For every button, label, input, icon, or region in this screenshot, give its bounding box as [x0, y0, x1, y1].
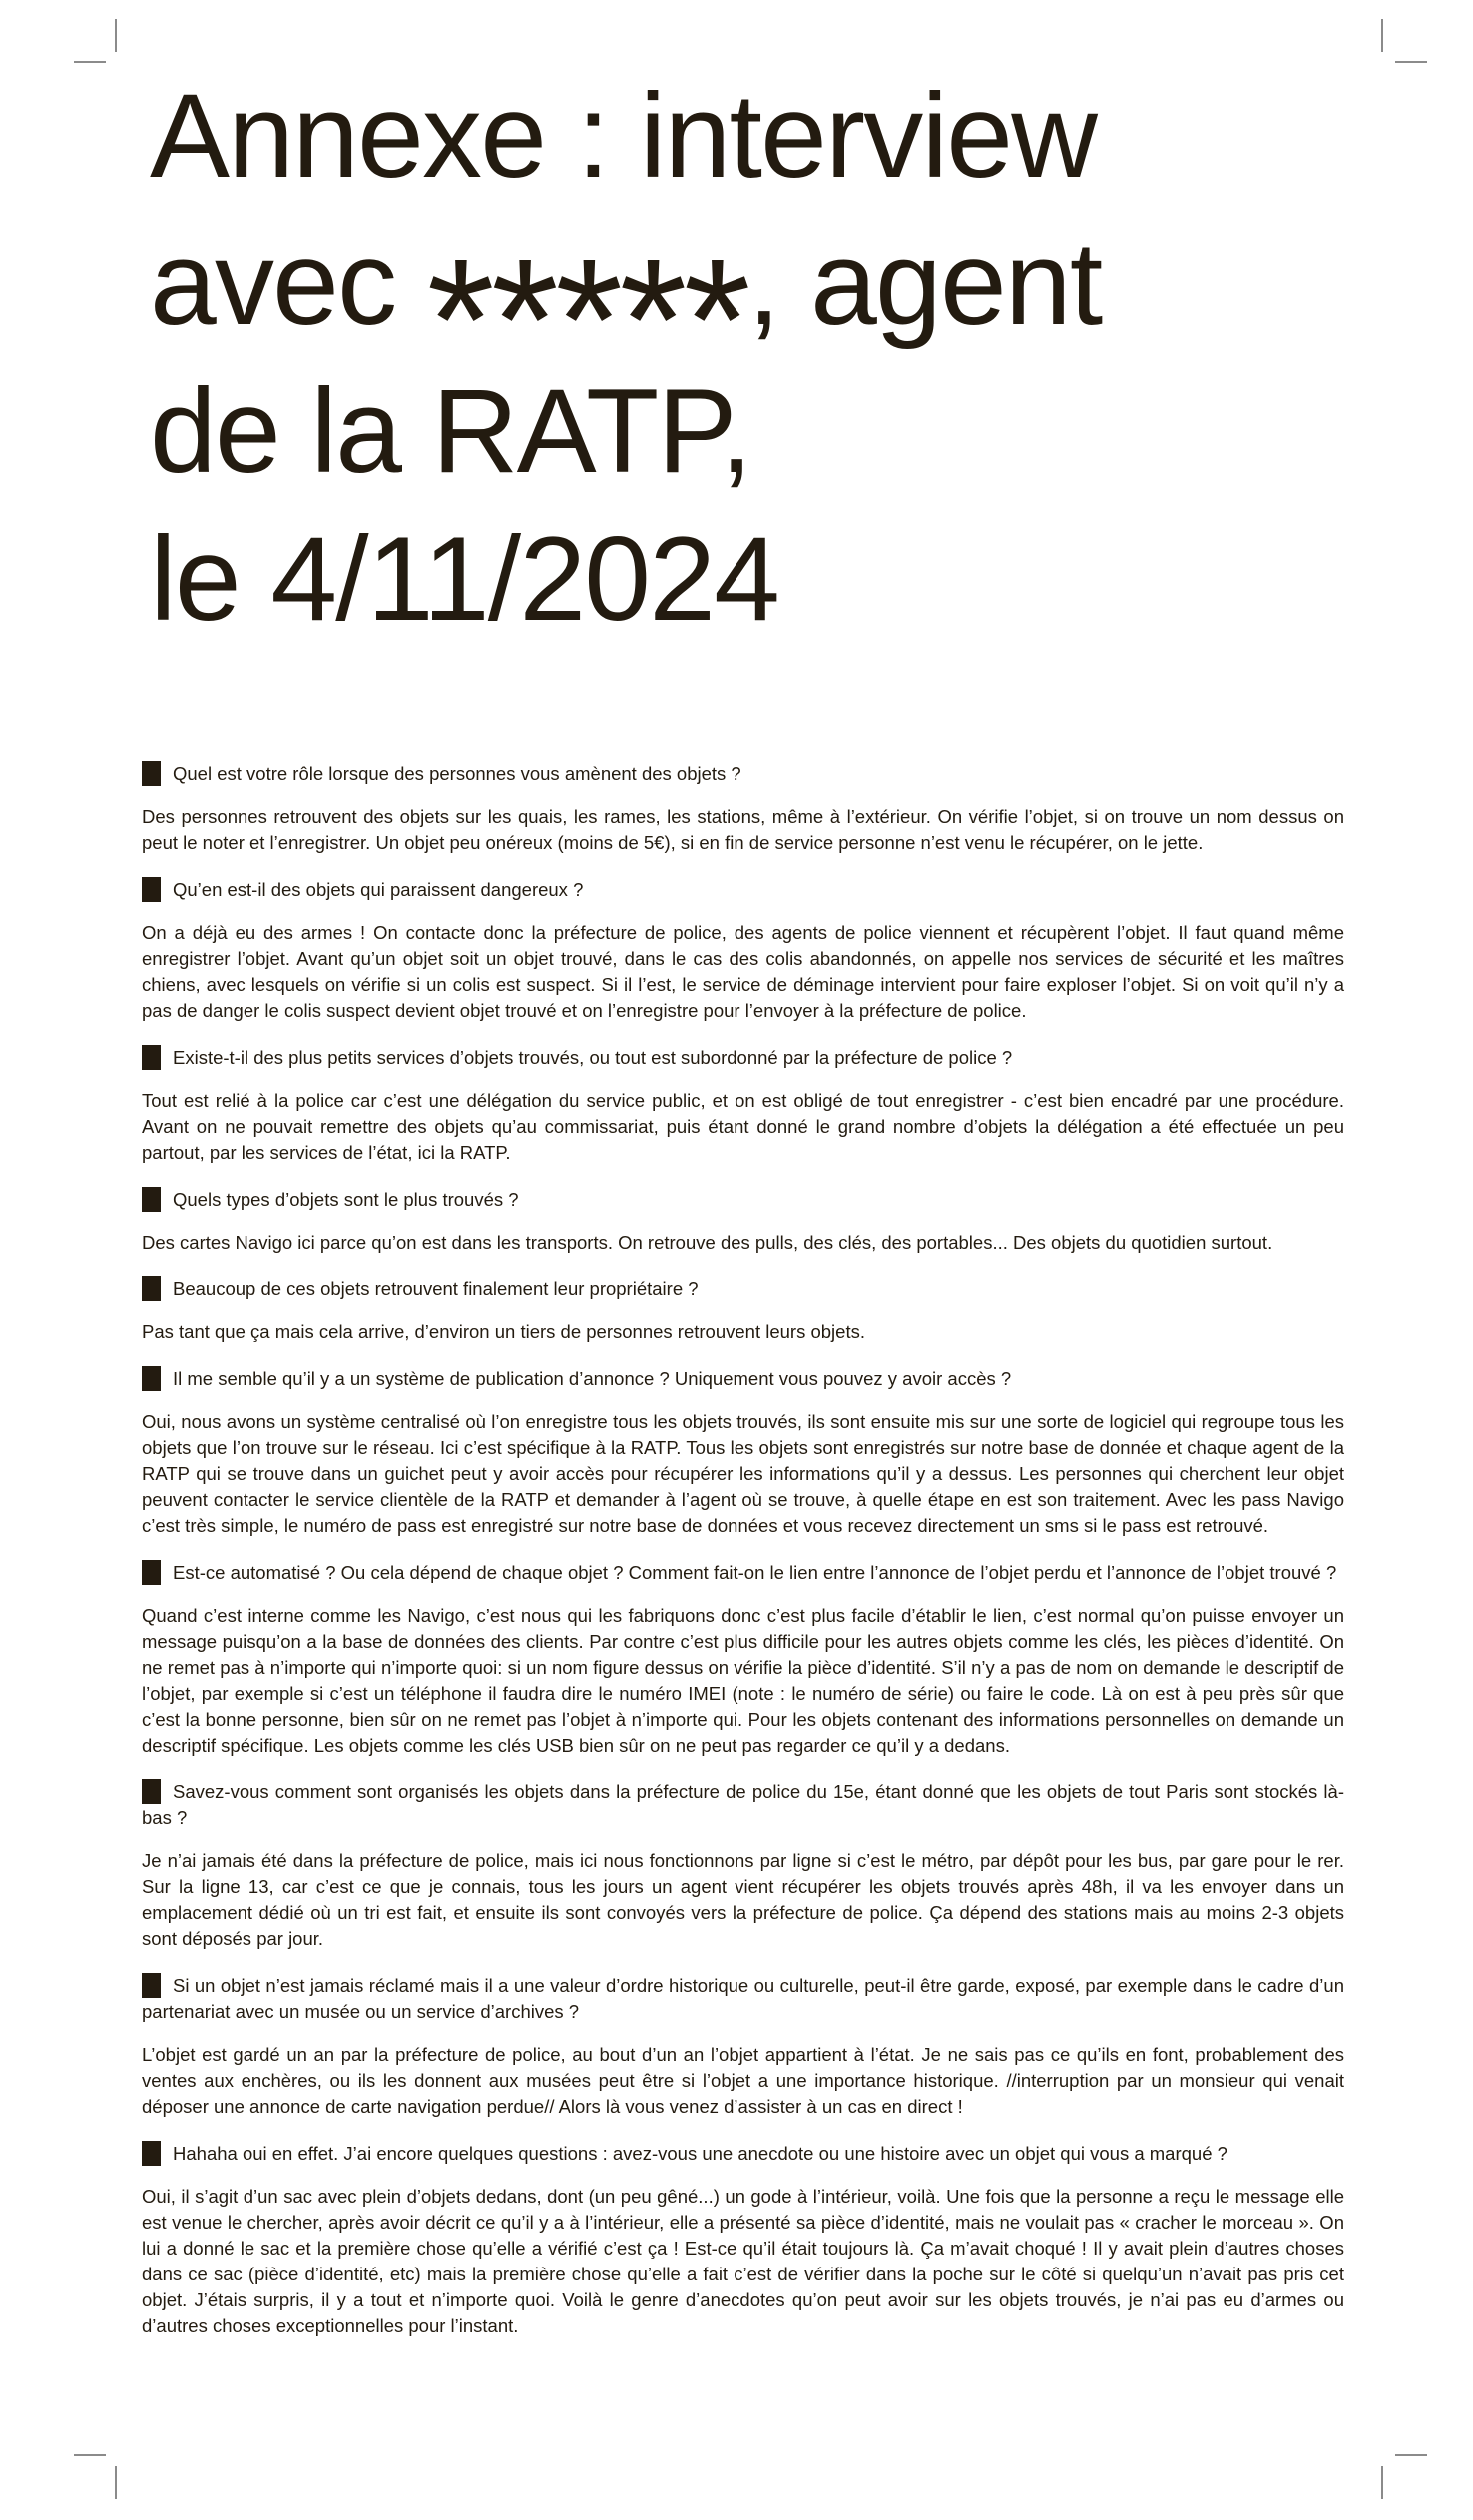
- answer-text: Quand c’est interne comme les Navigo, c’est nous qui les fabriquons donc c’est plus facile d’établir le lien, c’est normal qu’on puisse envoyer un message puisqu’on a la base de données des clients. Par contre c’est plus difficile pour les autres objets comme les clés, les pièces d’identité. On ne remet pas à n’importe qui n’importe quoi: si un nom figure dessus on vérifie la pièce d’identité. S’il n’y a pas de nom on demande le descriptif de l’objet, par exemple si c’est un téléphone il faudra dire le numéro IMEI (note : le numéro de série) ou faire le code. Là on est à peu près sûr que c’est la bonne personne, bien sûr on ne remet pas l’objet à n’importe qui. Pour les objets contenant des informations personnelles on demande un descriptif spécifique. Les objets comme les clés USB bien sûr on ne peut pas regarder ce qu’il y a dedans.: [142, 1605, 1344, 1756]
- question-bullet-square: [142, 1973, 161, 1998]
- interview-answer: [142, 804, 1344, 856]
- crop-mark-top-left-horizontal: [74, 61, 106, 63]
- answer-text: L’objet est gardé un an par la préfecture de police, au bout d’un an l’objet appartient à l’état. Je ne sais pas ce qu’ils en font, probablement des ventes aux enchères, ou ils les donnent aux musées peut être si l’objet a une importance historique. //interruption par un monsieur qui venait déposer une annonce de carte navigation perdue// Alors là vous venez d’assister à un cas en direct !: [142, 2044, 1344, 2117]
- interview-question: [142, 877, 1344, 903]
- answer-text: Je n’ai jamais été dans la préfecture de police, mais ici nous fonctionnons par ligne si c’est le métro, par dépôt pour les bus, par gare pour le rer. Sur la ligne 13, car c’est ce que je connais, tous les jours un agent vient récupérer les objets trouvés après 48h, il va les envoyer dans un emplacement dédié où un tri est fait, et ensuite ils sont convoyés vers la préfecture de police. Ça dépend des stations mais au moins 2-3 objets sont déposés par jour.: [142, 1850, 1344, 1949]
- answer-text: Tout est relié à la police car c’est une délégation du service public, et on est obligé de tout enregistrer - c’est bien encadré par une procédure. Avant on ne pouvait remettre des objets qu’au commissariat, puis étant donné le grand nombre d’objets la délégation a été effectuée un peu partout, par les services de l’état, ici la RATP.: [142, 1090, 1344, 1163]
- interview-answer: [142, 1230, 1344, 1256]
- crop-mark-top-left-vertical: [115, 19, 117, 52]
- question-text: Savez-vous comment sont organisés les objets dans la préfecture de police du 15e, étant donné que les objets de tout Paris sont stockés là-bas ?: [142, 1781, 1344, 1828]
- question-bullet-square: [142, 1560, 161, 1585]
- question-text: Si un objet n’est jamais réclamé mais il a une valeur d’ordre historique ou culturelle, peut-il être garde, exposé, par exemple dans le cadre d’un partenariat avec un musée ou un service d’archives ?: [142, 1975, 1344, 2022]
- crop-mark-top-right-vertical: [1381, 19, 1383, 52]
- qa-item: [142, 761, 1344, 856]
- question-bullet-square: [142, 1779, 161, 1804]
- answer-text: Oui, il s’agit d’un sac avec plein d’objets dedans, dont (un peu gêné...) un gode à l’intérieur, voilà. Une fois que la personne a reçu le message elle est venue le chercher, après avoir décrit ce qu’il y a à l’intérieur, elle a présenté sa pièce d’identité, mais ne voulait pas « cracher le morceau ». On lui a donné le sac et la première chose qu’elle a vérifié c’est ça ! Est-ce qu’il était toujours là. Ça m’avait choqué ! Il y avait plein d’autres choses dans ce sac (pièce d’identité, etc) mais la première chose qu’elle a fait c’est de vérifier dans la poche sur le côté si quelqu’un n’avait pas pris cet objet. J’étais surpris, il y a tout et n’importe quoi. Voilà le genre d’anecdotes qu’on peut avoir sur les objets trouvés, je n’ai pas eu d’armes ou d’autres choses exceptionnelles pour l’instant.: [142, 2186, 1344, 2336]
- interview-question: [142, 1045, 1344, 1071]
- interview-question: [142, 1366, 1344, 1392]
- question-bullet-square: [142, 761, 161, 786]
- qa-item: [142, 1366, 1344, 1539]
- title-line-3: de la RATP,: [150, 364, 751, 498]
- qa-item: [142, 2141, 1344, 2339]
- question-bullet-square: [142, 1045, 161, 1070]
- question-text: Hahaha oui en effet. J’ai encore quelques questions : avez-vous une anecdote ou une histoire avec un objet qui vous a marqué ?: [173, 2143, 1228, 2164]
- answer-text: On a déjà eu des armes ! On contacte donc la préfecture de police, des agents de police viennent et récupèrent l’objet. Il faut quand même enregistrer l’objet. Avant qu’un objet soit un objet trouvé, dans le cas des colis abandonnés, on appelle nos services de sécurité et les maîtres chiens, avec lesquels on vérifie si un colis est suspect. Si il l’est, le service de déminage intervient pour faire exploser l’objet. Si on voit qu’il n’y a pas de danger le colis suspect devient objet trouvé et on l’enregistre pour l’envoyer à la préfecture de police.: [142, 922, 1344, 1021]
- interview-answer: [142, 920, 1344, 1024]
- interview-answer: [142, 1409, 1344, 1539]
- crop-mark-bottom-right-horizontal: [1395, 2454, 1427, 2456]
- question-text: Existe-t-il des plus petits services d’objets trouvés, ou tout est subordonné par la préfecture de police ?: [173, 1047, 1013, 1068]
- title-line-2: [150, 210, 1102, 417]
- question-text: Quel est votre rôle lorsque des personnes vous amènent des objets ?: [173, 763, 741, 784]
- answer-text: Pas tant que ça mais cela arrive, d’environ un tiers de personnes retrouvent leurs objets.: [142, 1321, 865, 1342]
- question-bullet-square: [142, 2141, 161, 2166]
- interview-question: [142, 1779, 1344, 1831]
- title-line-1: Annexe : interview: [150, 69, 1097, 203]
- question-bullet-square: [142, 1187, 161, 1212]
- interview-question: [142, 1973, 1344, 2025]
- question-text: Il me semble qu’il y a un système de publication d’annonce ? Uniquement vous pouvez y avoir accès ?: [173, 1368, 1012, 1389]
- interview-answer: [142, 2042, 1344, 2120]
- question-text: Quels types d’objets sont le plus trouvés ?: [173, 1189, 519, 1210]
- qa-item: [142, 1779, 1344, 1952]
- crop-mark-bottom-left-horizontal: [74, 2454, 106, 2456]
- interview-question: [142, 761, 1344, 787]
- qa-item: [142, 1973, 1344, 2120]
- interview-question: [142, 1560, 1344, 1586]
- answer-text: Des personnes retrouvent des objets sur les quais, les rames, les stations, même à l’extérieur. On vérifie l’objet, si on trouve un nom dessus on peut le noter et l’enregistrer. Un objet peu onéreux (moins de 5€), si en fin de service personne n’est venu le récupérer, on le jette.: [142, 806, 1344, 853]
- interview-question: [142, 1187, 1344, 1213]
- title-line-2-prefix: avec: [150, 217, 427, 350]
- interview-answer: [142, 1088, 1344, 1166]
- qa-item: [142, 1276, 1344, 1345]
- interview-question: [142, 2141, 1344, 2167]
- question-bullet-square: [142, 1366, 161, 1391]
- question-text: Est-ce automatisé ? Ou cela dépend de chaque objet ? Comment fait-on le lien entre l’annonce de l’objet perdu et l’annonce de l’objet trouvé ?: [173, 1562, 1337, 1583]
- question-text: Qu’en est-il des objets qui paraissent dangereux ?: [173, 879, 584, 900]
- answer-text: Des cartes Navigo ici parce qu’on est dans les transports. On retrouve des pulls, des clés, des portables... Des objets du quotidien surtout.: [142, 1232, 1273, 1253]
- page-title: [150, 62, 1101, 653]
- crop-mark-bottom-right-vertical: [1381, 2466, 1383, 2499]
- question-text: Beaucoup de ces objets retrouvent finalement leur propriétaire ?: [173, 1278, 699, 1299]
- qa-item: [142, 877, 1344, 1024]
- title-line-2-suffix: , agent: [747, 217, 1102, 350]
- question-bullet-square: [142, 877, 161, 902]
- crop-mark-bottom-left-vertical: [115, 2466, 117, 2499]
- title-line-4: le 4/11/2024: [150, 512, 779, 646]
- qa-item: [142, 1045, 1344, 1166]
- masked-name-asterisks: *****: [426, 222, 747, 417]
- qa-list: [142, 761, 1344, 2360]
- interview-answer: [142, 2184, 1344, 2339]
- question-bullet-square: [142, 1276, 161, 1301]
- interview-answer: [142, 1848, 1344, 1952]
- answer-text: Oui, nous avons un système centralisé où l’on enregistre tous les objets trouvés, ils sont ensuite mis sur une sorte de logiciel qui regroupe tous les objets que l’on trouve sur le réseau. Ici c’est spécifique à la RATP. Tous les objets sont enregistrés sur notre base de donnée et chaque agent de la RATP qui se trouve dans un guichet peut y avoir accès pour récupérer les informations qu’il y a dessus. Les personnes qui cherchent leur objet peuvent contacter le service clientèle de la RATP et demander à l’agent où se trouve, à quelle étape en est son traitement. Avec les pass Navigo c’est très simple, le numéro de pass est enregistré sur notre base de données et vous recevez directement un sms si le pass est retrouvé.: [142, 1411, 1344, 1536]
- qa-item: [142, 1560, 1344, 1759]
- qa-item: [142, 1187, 1344, 1256]
- crop-mark-top-right-horizontal: [1395, 61, 1427, 63]
- interview-answer: [142, 1319, 1344, 1345]
- interview-question: [142, 1276, 1344, 1302]
- interview-answer: [142, 1603, 1344, 1759]
